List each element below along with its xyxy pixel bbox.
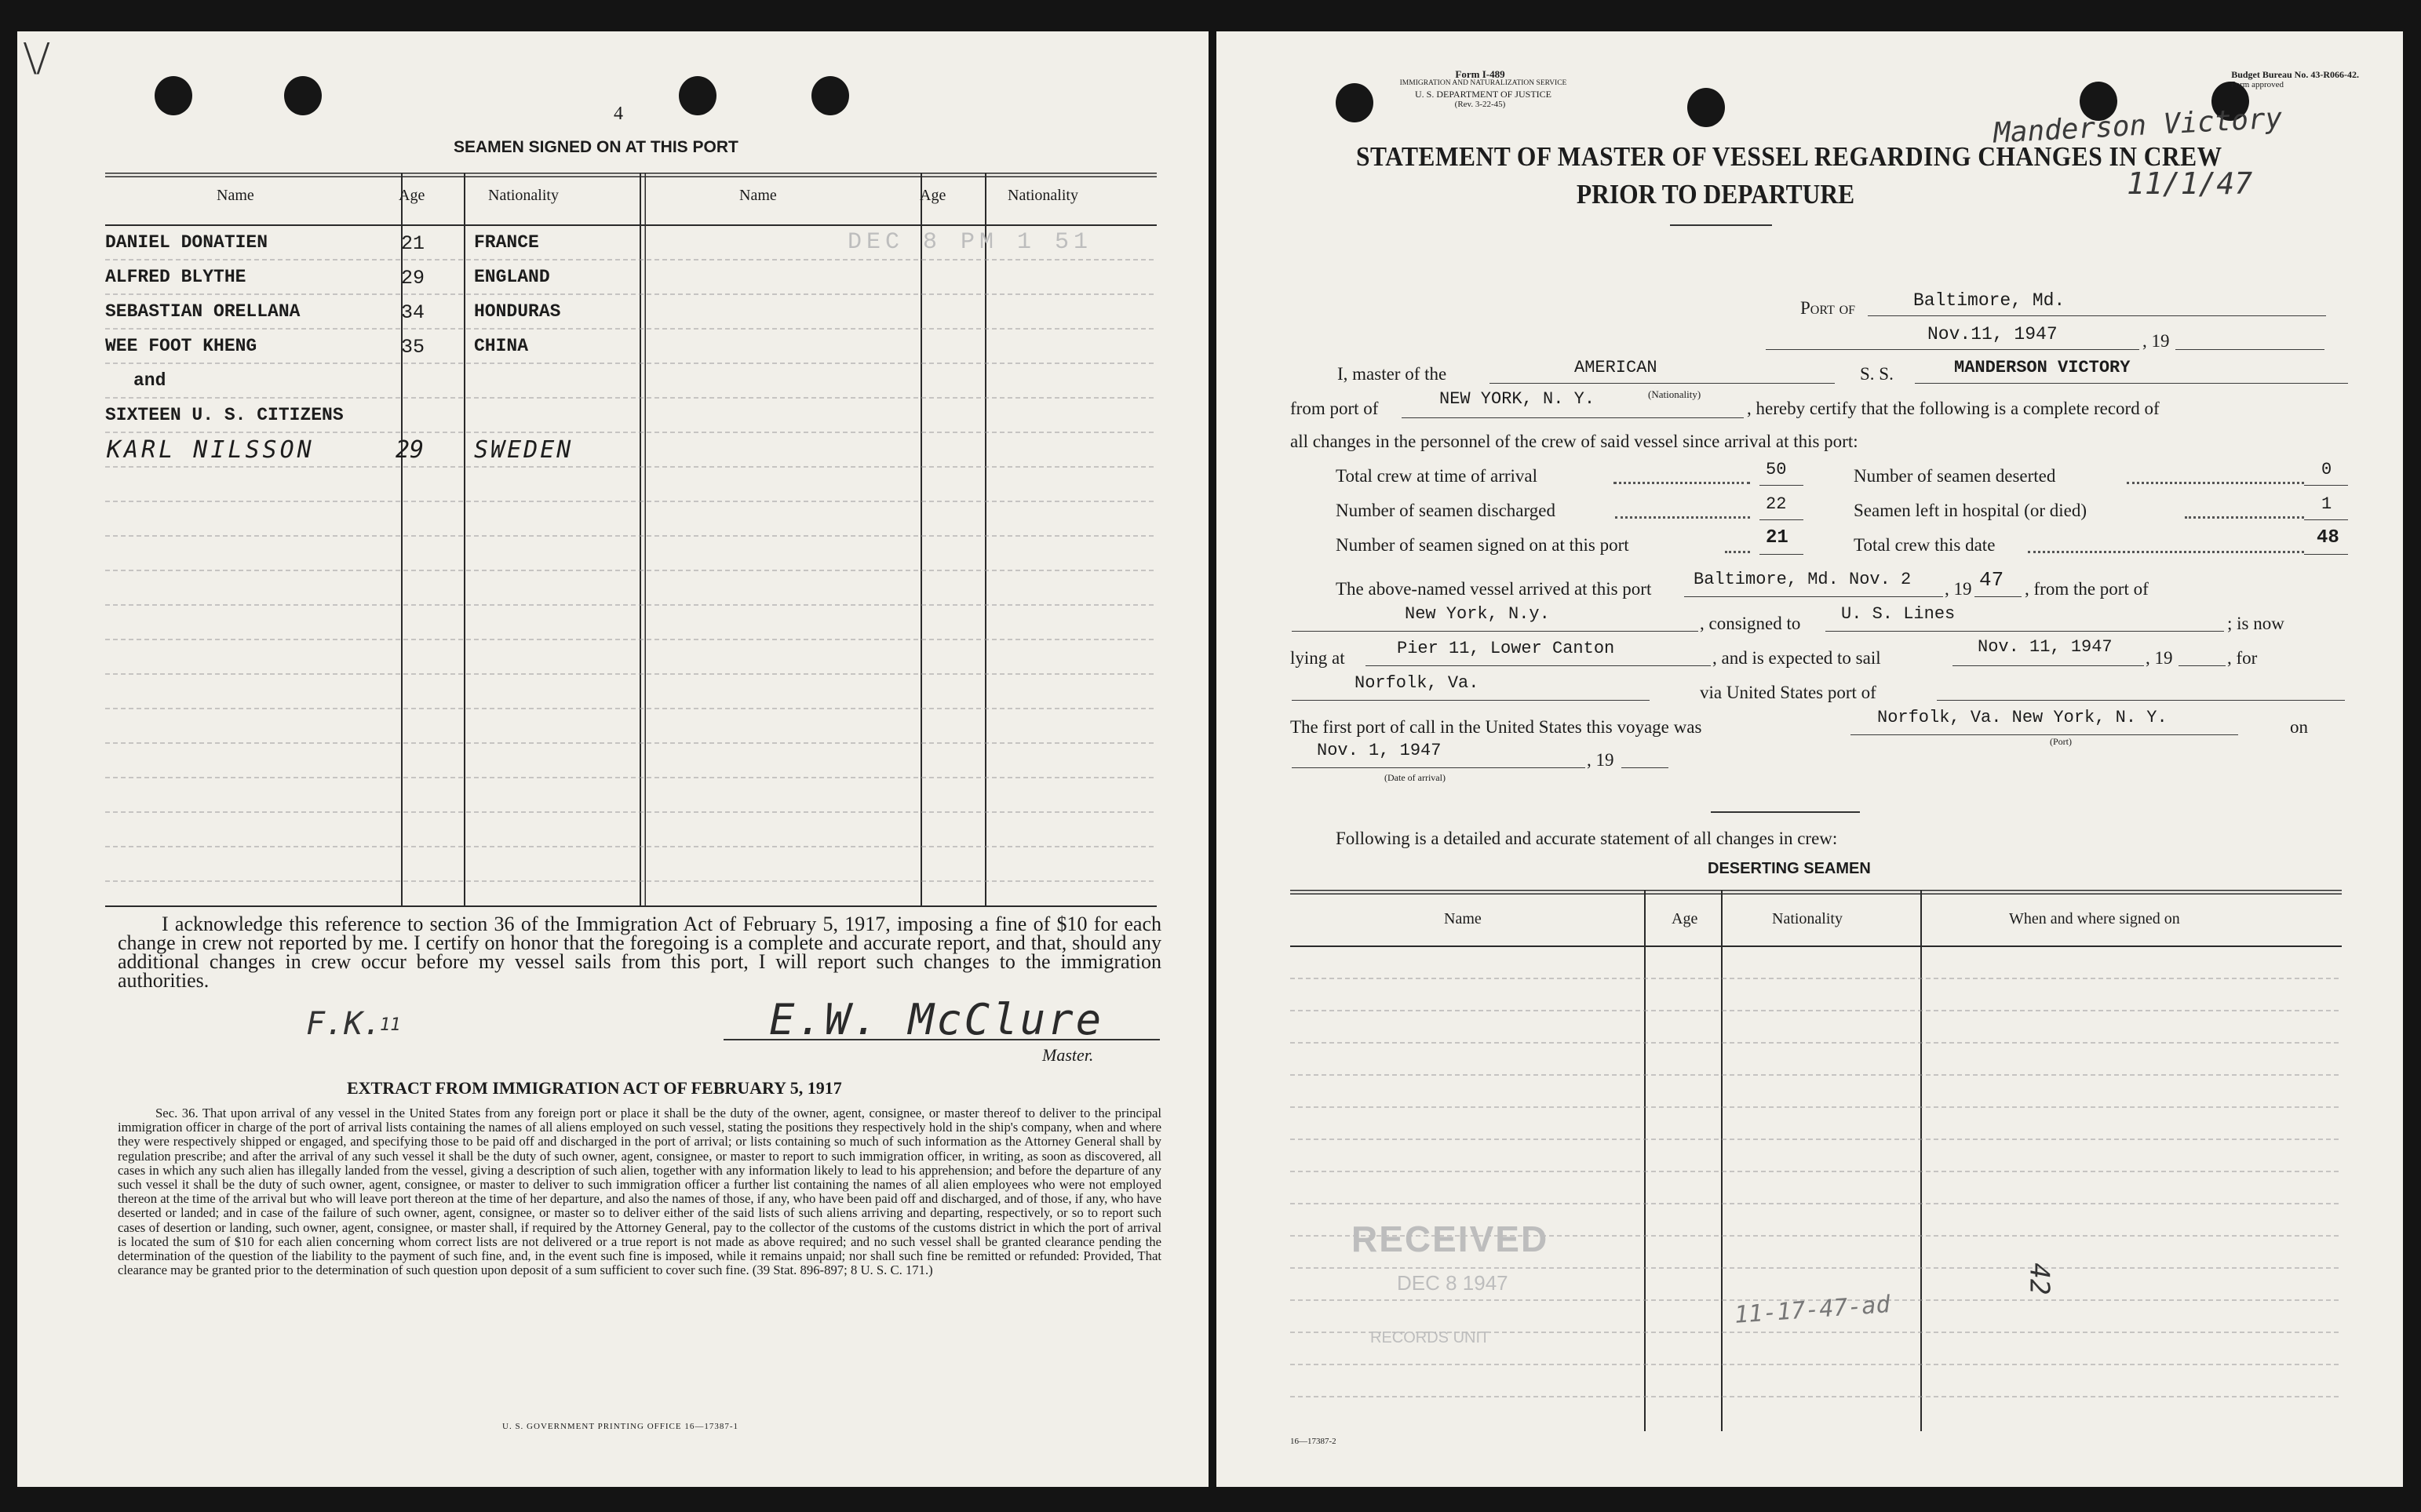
extract-text: Sec. 36. That upon arrival of any vessel in the United States from any foreign port or place it shall be the duty of the owner, agent, consignee, or master thereof to deliver to the principal immigration officer in charge of the port of arrival lists containing the names of all aliens employed on such vessel, stating the positions they respectively hold in the ship's company, when and where they were respectively shipped or engaged, and specifying those to be paid off and discharged in the port of arrival; or lists containing so much of such information as the Attorney General shall by regulation prescribe; and after the arrival of any such vessel it shall be the duty of such owner, agent, consignee, or master to report to such immigration officer, in writing, as soon as discovered, all cases in which any such alien has illegally landed from the vessel, giving a description of such alien, together with any information likely to lead to his apprehension; and before the departure of any such vessel it shall be the duty of such owner, agent, consignee, or master to deliver to such immigration officer a further list containing the names of all alien employees who were not employed thereon at the time of the arrival but who will leave port thereon at the time of her departure, and also the names of those, if any, who have been paid off and discharged, and of those, if any, who have deserted or landed; and in case of the failure of such owner, agent, consignee, or master so to deliver either of the said lists of such aliens arriving and departing, respectively, or so to report such cases of desertion or landing, such owner, agent, consignee, or master shall, if required by the Attorney General, pay to the collector of the customs of the customs district in which the port of arrival is located the sum of $10 for each alien concerning whom correct lists are not delivered or a true report is not made as above required; and no such vessel shall be granted clearance pending the determination of the question of the liability to the payment of such fine, and, in the event such fine is imposed, while it remains unpaid; nor shall such fine be remitted or refunded: Provided, That clearance may be granted prior to the determination of such question upon deposit of a sum sufficient to cover such fine. (39 Stat. 896-897; 8 U. S. C. 171.) <box>118 1106 1161 1278</box>
table-row-nationality: SWEDEN <box>474 436 574 464</box>
table-row-age: 34 <box>401 301 425 324</box>
port-value: Baltimore, Md. <box>1913 290 2066 311</box>
expected-fill-line <box>1952 665 2144 666</box>
leader-dots <box>2028 551 2304 553</box>
arrived-year-prefix: , 19 <box>1945 579 1972 599</box>
column-header-nationality: Nationality <box>488 187 559 204</box>
arrival-year-suffix: , 19 <box>1587 750 1614 770</box>
port-label: Port of <box>1800 298 1856 318</box>
initials: F.K. <box>306 1006 382 1042</box>
total-crew-arrival: 50 <box>1766 460 1787 479</box>
deserting-column-age: Age <box>1672 910 1698 927</box>
consigned-value: U. S. Lines <box>1841 604 1956 624</box>
arrived-fill-line <box>1684 596 1943 597</box>
right-page <box>1216 31 2403 1487</box>
arrived-value: Baltimore, Md. Nov. 2 <box>1694 570 1912 589</box>
table-row-nationality: FRANCE <box>474 232 539 253</box>
master-label: Master. <box>1042 1045 1094 1065</box>
leader-dots <box>1725 551 1750 553</box>
date-value: Nov.11, 1947 <box>1927 324 2058 344</box>
from-port-label: from port of <box>1290 399 1379 418</box>
table-row-nationality: HONDURAS <box>474 301 561 322</box>
first-port-value: Norfolk, Va. New York, N. Y. <box>1877 708 2168 727</box>
column-header-nationality-2: Nationality <box>1008 187 1078 204</box>
table-row-name: KARL NILSSON <box>107 436 315 464</box>
on-label: on <box>2290 717 2308 737</box>
signed-on-count: 21 <box>1766 527 1788 548</box>
destination-value: Norfolk, Va. <box>1355 673 1479 693</box>
table-row-name: SIXTEEN U. S. CITIZENS <box>105 405 344 425</box>
seamen-deserted-label: Number of seamen deserted <box>1854 466 2056 486</box>
leader-dots <box>1615 516 1750 519</box>
extract-title: EXTRACT FROM IMMIGRATION ACT OF FEBRUARY 5, 1917 <box>347 1078 842 1098</box>
ss-label: S. S. <box>1860 364 1894 384</box>
date-suffix: , 19 <box>2142 331 2170 351</box>
budget-bureau-number: Budget Bureau No. 43-R066-42. <box>2231 69 2359 80</box>
punch-hole <box>811 76 849 115</box>
hospital-count: 1 <box>2321 494 2332 514</box>
count-fill-line <box>2304 554 2348 555</box>
arrived-label: The above-named vessel arrived at this port <box>1336 579 1652 599</box>
is-now-label: ; is now <box>2227 614 2284 633</box>
from-value: New York, N.y. <box>1405 604 1550 624</box>
form-title-line-2: PRIOR TO DEPARTURE <box>1576 179 1855 209</box>
received-stamp-unit: RECORDS UNIT <box>1370 1329 1490 1346</box>
changes-text: all changes in the personnel of the crew of said vessel since arrival at this port: <box>1290 432 1858 451</box>
vessel-fill-line <box>1915 383 2348 384</box>
from-port-fill-line <box>1402 417 1744 418</box>
column-header-age: Age <box>399 187 425 204</box>
form-number: Form I-489 <box>1455 68 1505 80</box>
table-row-name: SEBASTIAN ORELLANA <box>105 301 301 322</box>
handwritten-number: 42 <box>2023 1262 2055 1295</box>
lying-at-label: lying at <box>1290 648 1345 668</box>
section-rule <box>1711 811 1860 813</box>
expected-year-suffix: , 19 <box>2146 648 2173 668</box>
table-row-name: and <box>133 370 166 391</box>
nationality-fill-line <box>1489 383 1835 384</box>
master-of-label: I, master of the <box>1337 364 1447 384</box>
printing-office-line: U. S. GOVERNMENT PRINTING OFFICE 16—17387-1 <box>502 1422 739 1431</box>
first-port-label: The first port of call in the United States this voyage was <box>1290 717 1702 737</box>
date-fill-line <box>1766 349 2139 350</box>
form-approved: Form approved <box>2230 80 2284 89</box>
arrival-date-value: Nov. 1, 1947 <box>1317 741 1442 760</box>
deserting-title: DESERTING SEAMEN <box>1708 860 1871 877</box>
expected-label: , and is expected to sail <box>1712 648 1881 668</box>
date-caption: (Date of arrival) <box>1384 772 1446 783</box>
deserting-column-name: Name <box>1444 910 1482 927</box>
column-header-name-2: Name <box>739 187 777 204</box>
via-label: via United States port of <box>1700 683 1876 702</box>
received-stamp: RECEIVED <box>1351 1219 1549 1259</box>
form-title-line-1: STATEMENT OF MASTER OF VESSEL REGARDING CHANGES IN CREW <box>1356 141 2222 172</box>
table-row-age: 29 <box>396 436 425 464</box>
port-fill-line <box>1868 315 2326 316</box>
count-fill-line <box>1759 554 1803 555</box>
from-fill-line <box>1292 631 1698 632</box>
arrived-year-fill-line <box>1974 596 2022 597</box>
punch-hole <box>284 76 322 115</box>
page-number: 4 <box>614 104 623 124</box>
punch-hole <box>155 76 192 115</box>
destination-fill-line <box>1292 700 1650 701</box>
for-label: , for <box>2227 648 2258 668</box>
corner-mark: \/ <box>24 32 50 84</box>
expected-year-fill-line <box>2179 665 2226 666</box>
master-signature: E.W. McClure <box>769 995 1104 1044</box>
arrived-year: 47 <box>1979 568 2004 592</box>
certify-text: , hereby certify that the following is a complete record of <box>1747 399 2160 418</box>
table-row-age: 35 <box>401 336 425 359</box>
count-fill-line <box>2304 519 2348 520</box>
following-text: Following is a detailed and accurate statement of all changes in crew: <box>1336 829 1838 848</box>
first-port-fill-line <box>1850 734 2238 735</box>
from-port-value: NEW YORK, N. Y. <box>1439 389 1595 409</box>
deserting-column-nationality: Nationality <box>1772 910 1843 927</box>
initials-suffix: 11 <box>380 1015 401 1035</box>
total-crew-date: 48 <box>2317 527 2339 548</box>
port-caption: (Port) <box>2050 736 2072 747</box>
date-stamp: DEC 8 PM 1 51 <box>848 229 1093 256</box>
signed-on-label: Number of seamen signed on at this port <box>1336 535 1629 555</box>
leader-dots <box>2127 482 2304 484</box>
nationality-caption: (Nationality) <box>1648 388 1701 400</box>
from-the-port-label: , from the port of <box>2025 579 2149 599</box>
table-row-nationality: ENGLAND <box>474 267 550 287</box>
total-crew-date-label: Total crew this date <box>1854 535 1996 555</box>
hospital-label: Seamen left in hospital (or died) <box>1854 501 2087 520</box>
seamen-deserted: 0 <box>2321 460 2332 479</box>
leader-dots <box>2185 516 2304 519</box>
lying-value: Pier 11, Lower Canton <box>1397 639 1615 658</box>
table-row-nationality: CHINA <box>474 336 529 356</box>
lying-fill-line <box>1365 665 1711 666</box>
vessel-name: MANDERSON VICTORY <box>1954 358 2131 377</box>
handwritten-date: 11/1/47 <box>2127 166 2253 201</box>
consigned-label: , consigned to <box>1700 614 1801 633</box>
title-rule <box>1670 224 1772 226</box>
column-header-age-2: Age <box>920 187 946 204</box>
column-header-name: Name <box>217 187 254 204</box>
table-row-age: 29 <box>401 267 425 290</box>
table-row-name: ALFRED BLYTHE <box>105 267 246 287</box>
seamen-discharged-label: Number of seamen discharged <box>1336 501 1555 520</box>
punch-hole <box>679 76 716 115</box>
handwritten-note: 11-17-47-ad <box>1734 1291 1891 1329</box>
count-fill-line <box>1759 485 1803 486</box>
acknowledgment-text: I acknowledge this reference to section 36 of the Immigration Act of February 5, 1917, imposing a fine of $10 for each change in crew not reported by me. I certify on honor that the foregoing is a complete and accurate report, and that, should any additional changes in crew occur before my vessel sails from this port, I will report such changes to the immigration authorities. <box>118 913 1161 992</box>
left-page <box>17 31 1209 1487</box>
received-stamp-date: DEC 8 1947 <box>1397 1271 1508 1295</box>
footer-code: 16—17387-2 <box>1290 1437 1336 1446</box>
punch-hole <box>1687 88 1725 127</box>
total-crew-arrival-label: Total crew at time of arrival <box>1336 466 1538 486</box>
form-revision: (Rev. 3-22-45) <box>1454 100 1506 109</box>
count-fill-line <box>1759 519 1803 520</box>
table-row-age: 21 <box>401 232 425 255</box>
arrival-date-fill-line <box>1292 767 1585 768</box>
agency-line-2: U. S. DEPARTMENT OF JUSTICE <box>1415 89 1551 100</box>
seamen-discharged: 22 <box>1766 494 1787 514</box>
leader-dots <box>1613 482 1750 484</box>
deserting-table-grid <box>1290 890 2357 1439</box>
agency-line-1: IMMIGRATION AND NATURALIZATION SERVICE <box>1399 79 1567 87</box>
table-row-name: WEE FOOT KHENG <box>105 336 257 356</box>
via-fill-line <box>1937 700 2345 701</box>
signature-line <box>724 1039 1160 1040</box>
year-fill-line <box>2175 349 2324 350</box>
handwritten-ship-name: Manderson Victory <box>1993 102 2284 150</box>
section-title: SEAMEN SIGNED ON AT THIS PORT <box>454 138 738 156</box>
count-fill-line <box>2304 485 2348 486</box>
arrival-year-fill-line <box>1621 767 1668 768</box>
expected-value: Nov. 11, 1947 <box>1978 637 2113 657</box>
table-row-name: DANIEL DONATIEN <box>105 232 268 253</box>
deserting-column-when-where: When and where signed on <box>2009 910 2180 927</box>
nationality-value: AMERICAN <box>1574 358 1657 377</box>
consigned-fill-line <box>1825 631 2224 632</box>
